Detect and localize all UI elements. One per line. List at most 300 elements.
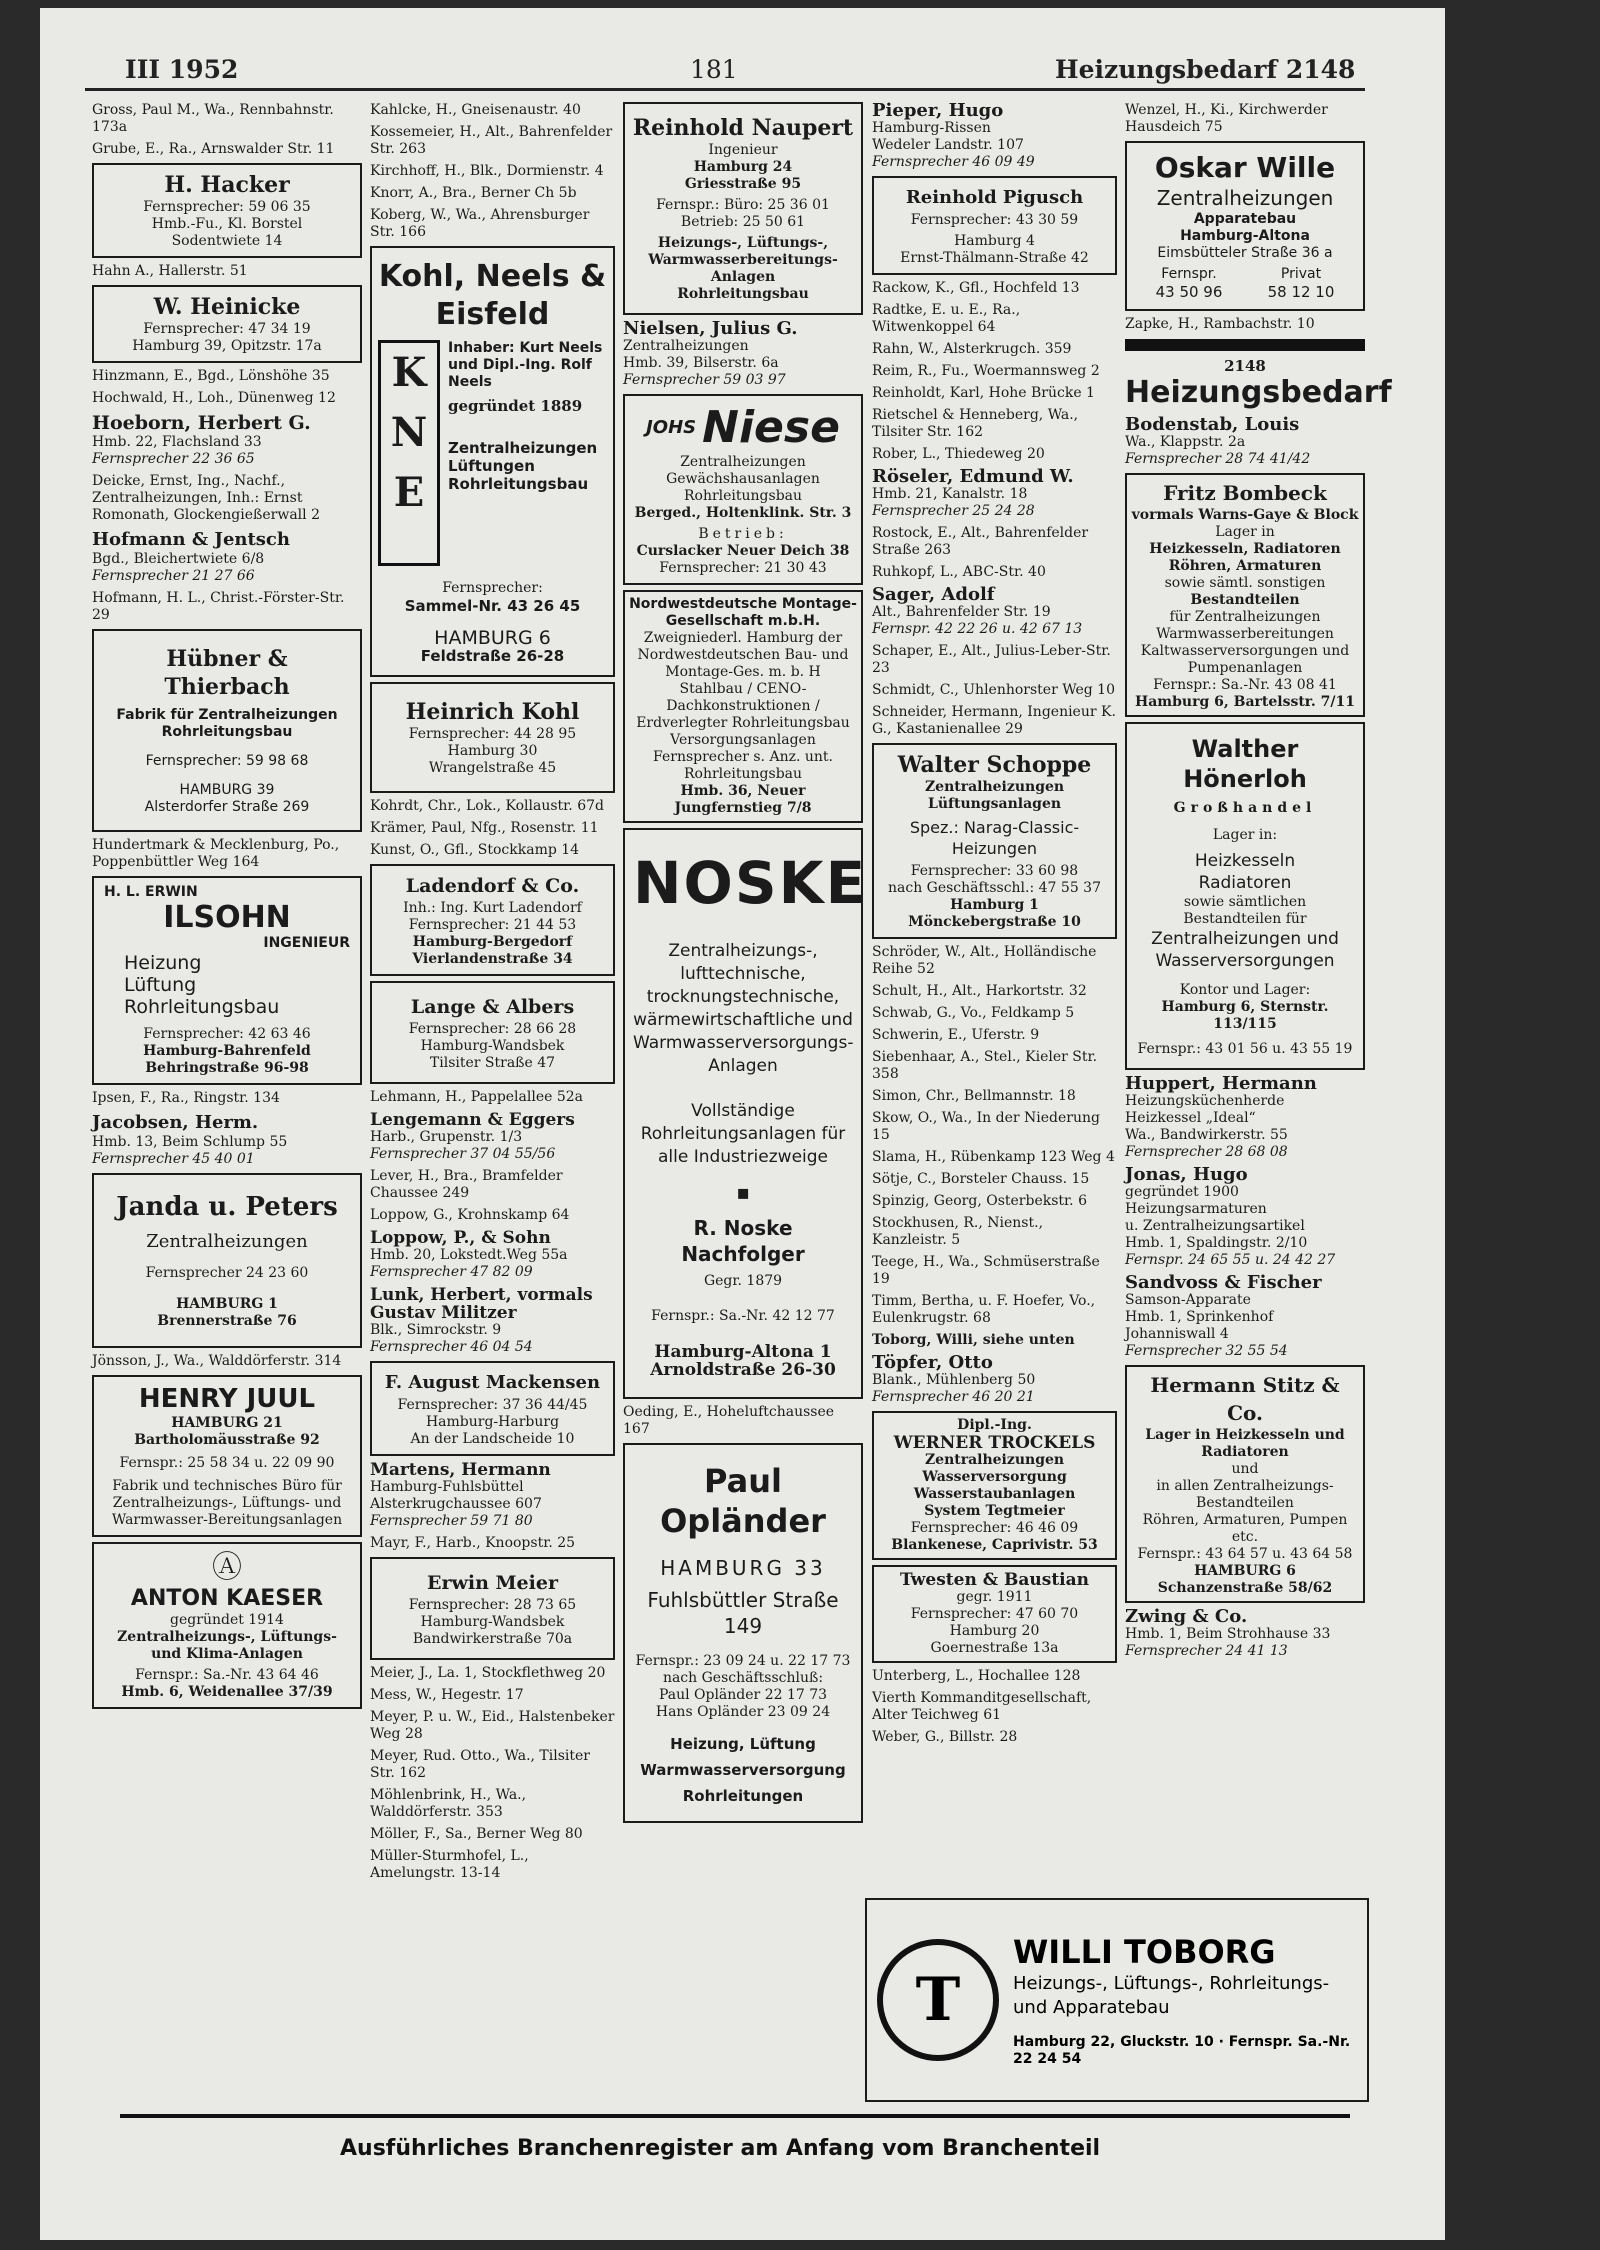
list-item: Siebenhaar, A., Stel., Kieler Str. 358 xyxy=(872,1049,1098,1082)
list-item xyxy=(1125,1274,1365,1360)
ad-title: Paul Opländer xyxy=(660,1462,826,1540)
ad-heinicke xyxy=(92,285,362,363)
ad-city: Hamburg-Altona 1 xyxy=(654,1342,832,1362)
ad-city: Hamburg 4 xyxy=(954,233,1035,249)
ad-city: Hamburg 20 xyxy=(949,1623,1040,1639)
ad-line: sowie sämtlichen Bestandteilen für xyxy=(1183,894,1307,927)
footer-rule xyxy=(120,2114,1350,2118)
ad-title: Kohl, Neels & Eisfeld xyxy=(378,259,607,332)
phone-row xyxy=(1133,266,1357,301)
list-item xyxy=(370,1111,615,1163)
phone-label: Fernspr. xyxy=(1161,266,1217,282)
ad-title: Reinhold Pigusch xyxy=(905,187,1084,208)
entry-address: Hmb. 20, Lokstedt.Weg 55a xyxy=(370,1247,568,1263)
list-item xyxy=(872,102,1117,171)
ad-phone: Fernsprecher: 42 63 46 xyxy=(143,1026,311,1042)
list-item: Schröder, W., Alt., Holländische Reihe 52 xyxy=(872,944,1097,977)
bullet-icon: ▪ xyxy=(736,1180,750,1204)
ad-line: Röhren, Armaturen xyxy=(1168,558,1322,574)
phone-private xyxy=(1268,266,1335,301)
entry-phone: Fernsprecher 46 09 49 xyxy=(872,154,1035,170)
list-item: Möller, F., Sa., Berner Weg 80 xyxy=(370,1826,583,1842)
ad-oplaender xyxy=(623,1443,863,1823)
list-item xyxy=(872,468,1117,520)
entry-name: Huppert, Hermann xyxy=(1125,1073,1317,1094)
ad-address: Curslacker Neuer Deich 38 xyxy=(636,543,850,559)
ad-city: Hamburg-Harburg xyxy=(425,1414,560,1430)
column-2 xyxy=(370,102,615,1887)
list-item: Kohrdt, Chr., Lok., Kollaustr. 67d xyxy=(370,798,604,814)
ad-naupert xyxy=(623,102,863,315)
section-heading xyxy=(1125,357,1392,411)
ad-phone: Fernsprecher 24 23 60 xyxy=(145,1265,309,1281)
list-item: Grube, E., Ra., Arnswalder Str. 11 xyxy=(92,141,335,157)
ad-address: Bartholomäusstraße 92 xyxy=(134,1432,320,1448)
list-item: Koberg, W., Wa., Ahrensburger Str. 166 xyxy=(370,207,590,240)
entry-address: Hmb. 21, Kanalstr. 18 xyxy=(872,486,1028,502)
ad-kohl-neels xyxy=(370,246,615,677)
ad-line: Zweigniederl. Hamburg der Nordwestdeutschen Bau- und Montage-Ges. m. b. H xyxy=(637,630,849,680)
entry-line: Zentralheizungen xyxy=(623,338,749,354)
ad-address: Hmb. 6, Weidenallee 37/39 xyxy=(121,1684,333,1700)
list-item: Rober, L., Thiedeweg 20 xyxy=(872,446,1045,462)
ad-hacker xyxy=(92,163,362,258)
ad-line: Großhandel xyxy=(1173,800,1317,816)
entry-phone: Fernsprecher 22 36 65 xyxy=(92,451,255,467)
entry-address: Hmb. 1, Beim Strohhause 33 xyxy=(1125,1626,1331,1642)
entry-name: Martens, Hermann xyxy=(370,1460,551,1480)
ad-line: Zentralheizungen xyxy=(924,779,1065,795)
ad-address: Eimsbütteler Straße 36 a xyxy=(1157,245,1333,261)
ad-line: Betrieb: xyxy=(698,526,788,542)
phone-number: 43 50 96 xyxy=(1155,283,1223,301)
ad-title: Hermann Stitz & Co. xyxy=(1150,1373,1340,1425)
list-item: Zapke, H., Rambachstr. 10 xyxy=(1125,316,1315,332)
list-item: Vierth Kommanditgesellschaft, Alter Teichweg 61 xyxy=(872,1690,1092,1723)
list-item: Simon, Chr., Bellmannstr. 18 xyxy=(872,1088,1076,1104)
ad-address: Hamburg 6, Sternstr. 113/115 xyxy=(1161,999,1329,1032)
ad-line: Heizungs-, Lüftungs-, Warmwasserbereitungs-Anlagen xyxy=(648,235,838,285)
directory-page xyxy=(40,8,1445,2240)
list-item: Hahn A., Hallerstr. 51 xyxy=(92,263,248,279)
ad-phone: Fernsprecher: 59 98 68 xyxy=(145,753,309,769)
ad-bombeck xyxy=(1125,473,1365,717)
entry-name: Sandvoss & Fischer xyxy=(1125,1272,1322,1293)
entry-address: Hmb. 13, Beim Schlump 55 xyxy=(92,1134,288,1150)
entry-phone: Fernsprecher 37 04 55/56 xyxy=(370,1146,556,1162)
list-item: Weber, G., Billstr. 28 xyxy=(872,1729,1018,1745)
list-item: Hundertmark & Mecklenburg, Po., Poppenbüttler Weg 164 xyxy=(92,837,340,870)
header-rule xyxy=(85,88,1365,91)
entry-address: Hmb. 1, Sprinkenhof Johanniswall 4 xyxy=(1125,1309,1274,1342)
list-item: Teege, H., Wa., Schmüserstraße 19 xyxy=(872,1254,1100,1287)
ad-title: ANTON KAESER xyxy=(130,1586,324,1611)
header-left: III 1952 xyxy=(125,55,239,84)
ad-title: WERNER TROCKELS xyxy=(893,1433,1096,1453)
ad-title: Erwin Meier xyxy=(427,1572,558,1594)
entry-name: Röseler, Edmund W. xyxy=(872,466,1074,487)
list-item: Ipsen, F., Ra., Ringstr. 134 xyxy=(92,1090,280,1106)
ad-line: Fabrik für Zentralheizungen xyxy=(116,707,338,723)
ad-address: Tilsiter Straße 47 xyxy=(429,1055,556,1071)
ad-line: Spez.: Narag-Classic-Heizungen xyxy=(909,818,1080,858)
entry-city: Hamburg-Rissen xyxy=(872,120,991,136)
ad-phone: Fernsprecher: 44 28 95 xyxy=(408,726,577,742)
ad-title: H. Hacker xyxy=(164,172,290,198)
ad-phone: Fernsprecher: 47 34 19 xyxy=(143,321,311,337)
ad-address: Hamburg 22, Gluckstr. 10 · Fernspr. Sa.-Nr. 22 24 54 xyxy=(1013,2034,1351,2067)
ad-title: Reinhold Naupert xyxy=(632,115,854,141)
ad-address: Berged., Holtenklink. Str. 3 xyxy=(634,505,852,521)
ad-janda xyxy=(92,1173,362,1348)
ad-phone: Fernspr.: Sa.-Nr. 43 64 46 xyxy=(135,1667,319,1683)
ad-line: Zentralheizungen xyxy=(448,439,598,457)
ad-title: Twesten & Baustian xyxy=(899,1570,1090,1590)
ad-phone: Fernsprecher: 28 66 28 xyxy=(408,1021,577,1037)
list-item: Reim, R., Fu., Woermannsweg 2 xyxy=(872,363,1100,379)
ad-line: und xyxy=(1231,1461,1259,1477)
ad-line: Wasserversorgung xyxy=(922,1469,1067,1485)
ad-line: Lüftungsanlagen xyxy=(927,796,1062,812)
list-item: Schult, H., Alt., Harkortstr. 32 xyxy=(872,983,1087,999)
ad-line: Lüftung xyxy=(124,974,197,996)
phone-office xyxy=(1156,266,1223,301)
ad-title: W. Heinicke xyxy=(153,294,301,320)
ad-line: Stahlbau / CENO-Dachkonstruktionen / Erdverlegter Rohrleitungsbau Versorgungsanlagen xyxy=(636,681,850,748)
ad-phone: Fernsprecher: 33 60 98 xyxy=(910,863,1079,879)
ad-line: vormals Warns-Gaye & Block xyxy=(1131,507,1359,523)
ad-line: Wasserstaubanlagen xyxy=(913,1486,1076,1502)
ad-address: An der Landscheide 10 xyxy=(410,1431,575,1447)
ad-lange-albers xyxy=(370,981,615,1084)
ad-address: Hmb. 36, Neuer Jungfernstieg 7/8 xyxy=(674,783,812,816)
page-number: 181 xyxy=(690,55,738,84)
ad-noske xyxy=(623,828,868,1399)
list-item xyxy=(370,1229,615,1281)
ad-line: Inh.: Ing. Kurt Ladendorf xyxy=(403,900,582,916)
list-item: Gross, Paul M., Wa., Rennbahnstr. 173a xyxy=(92,102,334,135)
list-item: Mayr, F., Harb., Knoopstr. 25 xyxy=(370,1535,576,1551)
ad-line: Zentralheizungen xyxy=(680,454,806,470)
ad-title: Nordwestdeutsche Montage-Gesellschaft m.b.H. xyxy=(629,596,857,629)
entry-phone: Fernsprecher 45 40 01 xyxy=(92,1151,255,1167)
ad-line: Heizkesseln, Radiatoren xyxy=(1149,541,1341,557)
ad-phone: Sammel-Nr. 43 26 45 xyxy=(404,597,581,615)
entry-address: Hmb. 1, Spaldingstr. 2/10 xyxy=(1125,1235,1308,1251)
ad-line: gegr. 1911 xyxy=(956,1589,1033,1605)
list-item: Hinzmann, E., Bgd., Lönshöhe 35 xyxy=(92,368,330,384)
entry-phone: Fernsprecher 46 20 21 xyxy=(872,1389,1035,1405)
entry-name: Hoeborn, Herbert G. xyxy=(92,412,311,434)
ad-line: Lüftungen xyxy=(448,457,535,475)
list-item xyxy=(1125,416,1365,468)
ad-line: Dipl.-Ing. xyxy=(957,1417,1032,1433)
ad-address: Griesstraße 95 xyxy=(684,176,802,192)
ad-toborg xyxy=(865,1898,1369,2102)
entry-name: Sager, Adolf xyxy=(872,584,995,605)
ad-phone: Paul Opländer 22 17 73 xyxy=(658,1687,828,1703)
entry-name: Hofmann & Jentsch xyxy=(92,529,290,550)
phone-number: 58 12 10 xyxy=(1267,283,1335,301)
ad-ladendorf xyxy=(370,864,615,976)
entry-name: Nielsen, Julius G. xyxy=(623,318,798,339)
ad-city: Hamburg-Wandsbek xyxy=(420,1614,565,1630)
ad-address: Hamburg 39, Opitzstr. 17a xyxy=(132,338,322,354)
ad-wille xyxy=(1125,141,1365,311)
ad-line: gegründet 1889 xyxy=(448,397,583,415)
entry-address: Bgd., Bleichertwiete 6/8 xyxy=(92,551,265,567)
ad-title-row xyxy=(631,402,855,454)
list-item: Kunst, O., Gfl., Stockkamp 14 xyxy=(370,842,580,858)
ad-line: Gewächshausanlagen xyxy=(666,471,820,487)
ad-line: sowie sämtl. sonstigen xyxy=(1164,575,1326,591)
ad-line: Zentralheizungs-, lufttechnische, trocknungstechnische, wärmewirtschaftliche und Warmwasserversorgungs-Anlagen xyxy=(633,941,854,1076)
ad-line: Rohrleitungsbau xyxy=(448,475,589,493)
list-item xyxy=(1125,1608,1365,1660)
column-1 xyxy=(92,102,362,1714)
ad-line: gegründet 1914 xyxy=(170,1612,284,1628)
list-item xyxy=(92,1112,362,1168)
ad-mackensen xyxy=(370,1361,615,1456)
list-item: Deicke, Ernst, Ing., Nachf., Zentralheizungen, Inh.: Ernst Romonath, Glockengießerwall 2 xyxy=(92,473,320,523)
ad-address: Brennerstraße 76 xyxy=(157,1313,297,1329)
list-item: Sötje, C., Borsteler Chauss. 15 xyxy=(872,1171,1090,1187)
ad-trockels xyxy=(872,1411,1117,1560)
ad-address: Feldstraße 26-28 xyxy=(420,647,565,665)
ad-title: Fritz Bombeck xyxy=(1163,481,1327,505)
ad-address: Hamburg 6, Bartelsstr. 7/11 xyxy=(1135,694,1355,710)
ad-line: R. Noske Nachfolger xyxy=(681,1216,805,1266)
ad-line: JOHS xyxy=(646,417,697,438)
ad-address: Bandwirkerstraße 70a xyxy=(412,1631,573,1647)
ad-phone: Fernspr.: Sa.-Nr. 43 08 41 xyxy=(1153,677,1337,693)
entry-address: Alsterkrugchaussee 607 xyxy=(370,1496,542,1512)
ad-city: Hamburg 24 xyxy=(693,159,793,175)
list-item: Spinzig, Georg, Osterbekstr. 6 xyxy=(872,1193,1087,1209)
ad-line: Rohrleitungen xyxy=(682,1787,804,1805)
ad-niese xyxy=(623,394,863,585)
ad-twesten xyxy=(872,1565,1117,1663)
list-item: Stockhusen, R., Nienst., Kanzleistr. 5 xyxy=(872,1215,1044,1248)
ad-line: System Tegtmeier xyxy=(924,1503,1065,1519)
ad-text xyxy=(1013,1932,1357,2068)
list-item: Schneider, Hermann, Ingenieur K. G., Kastanienallee 29 xyxy=(872,704,1116,737)
list-item xyxy=(1125,1166,1365,1269)
ad-address: Vierlandenstraße 34 xyxy=(412,951,573,967)
list-item: Schwab, G., Vo., Feldkamp 5 xyxy=(872,1005,1075,1021)
ad-phone: Fernspr.: Büro: 25 36 01 xyxy=(656,197,830,213)
ad-line: Radiatoren xyxy=(1198,873,1292,893)
ad-city: Hamburg-Bergedorf xyxy=(412,934,573,950)
list-item: Kahlcke, H., Gneisenaustr. 40 xyxy=(370,102,581,118)
list-item: Meyer, Rud. Otto., Wa., Tilsiter Str. 162 xyxy=(370,1748,590,1781)
list-item: Möhlenbrink, H., Wa., Walddörferstr. 353 xyxy=(370,1787,527,1820)
ad-line: INGENIEUR xyxy=(263,935,350,951)
ad-phone: Fernsprecher: 47 60 70 xyxy=(910,1606,1079,1622)
entry-name: Jacobsen, Herm. xyxy=(92,1112,259,1133)
list-item xyxy=(92,529,362,585)
ad-title: ILSOHN xyxy=(163,900,291,935)
ad-title: Oskar Wille xyxy=(1154,151,1336,184)
ad-city: HAMBURG 6 xyxy=(1194,1563,1296,1579)
list-item: Unterberg, L., Hochallee 128 xyxy=(872,1668,1081,1684)
ad-phone: Fernspr.: 25 58 34 u. 22 09 90 xyxy=(119,1455,335,1471)
list-item: Knorr, A., Bra., Berner Ch 5b xyxy=(370,185,577,201)
ad-title: Heinrich Kohl xyxy=(405,699,580,725)
entry-city: Hamburg-Fuhlsbüttel xyxy=(370,1479,524,1495)
ad-line: Zentralheizungen xyxy=(924,1452,1065,1468)
list-item: Schaper, E., Alt., Julius-Leber-Str. 23 xyxy=(872,643,1111,676)
ad-city: Hamburg-Altona xyxy=(1180,228,1310,244)
ad-title: Lange & Albers xyxy=(410,996,575,1018)
list-item: Meyer, P. u. W., Eid., Halstenbeker Weg 28 xyxy=(370,1709,615,1742)
ad-line: Heizkesseln xyxy=(1194,851,1296,871)
ad-phone: Fernspr.: 43 01 56 u. 43 55 19 xyxy=(1137,1041,1353,1057)
list-item: Rostock, E., Alt., Bahrenfelder Straße 263 xyxy=(872,525,1089,558)
ad-phone: Fernspr.: 43 64 57 u. 43 64 58 xyxy=(1137,1546,1353,1562)
entry-name: Lengemann & Eggers xyxy=(370,1110,575,1130)
ad-heinrich-kohl xyxy=(370,682,615,793)
ad-line: Zentralheizungen xyxy=(1156,186,1334,210)
ad-title: F. August Mackensen xyxy=(384,1372,601,1393)
entry-phone: Fernsprecher 21 27 66 xyxy=(92,568,255,584)
ad-line: Warmwasserversorgung xyxy=(640,1761,846,1779)
entry-address: Blk., Simrockstr. 9 xyxy=(370,1322,502,1338)
entry-name: Jonas, Hugo xyxy=(1125,1164,1248,1185)
ad-line: Lager in: xyxy=(1212,827,1278,843)
ad-schoppe xyxy=(872,743,1117,939)
ad-title: Niese xyxy=(702,402,840,453)
ad-line: Rohrleitungsbau xyxy=(677,286,809,302)
list-item: Slama, H., Rübenkamp 123 Weg 4 xyxy=(872,1149,1115,1165)
ad-hoenerloh xyxy=(1125,722,1365,1070)
ad-huebner xyxy=(92,629,362,832)
ad-juul xyxy=(92,1375,362,1537)
list-item: Oeding, E., Hoheluftchaussee 167 xyxy=(623,1404,835,1437)
entry-address: Wedeler Landstr. 107 xyxy=(872,137,1024,153)
list-item: Ruhkopf, L., ABC-Str. 40 xyxy=(872,564,1046,580)
entry-line: Heizungsküchenherde xyxy=(1125,1093,1285,1109)
ad-city: HAMBURG 6 xyxy=(434,627,551,649)
list-item: Meier, J., La. 1, Stockflethweg 20 xyxy=(370,1665,606,1681)
ad-line: Kontor und Lager: xyxy=(1179,982,1311,998)
ad-city: Hamburg 1 xyxy=(950,897,1039,913)
ad-address: Arnoldstraße 26-30 xyxy=(650,1360,836,1380)
entry-phone: Fernspr. 42 22 26 u. 42 67 13 xyxy=(872,621,1083,637)
section-number: 2148 xyxy=(1224,357,1266,375)
toborg-logo-icon: T xyxy=(877,1939,999,2061)
list-item xyxy=(872,586,1117,638)
ad-line: Gegr. 1879 xyxy=(703,1273,783,1289)
list-item: Rahn, W., Alsterkrugch. 359 xyxy=(872,341,1072,357)
list-item xyxy=(370,1286,615,1356)
ad-title: Walther Hönerloh xyxy=(1183,735,1307,793)
ad-line: für Zentralheizungen Warmwasserbereitungen Kaltwasserversorgungen und Pumpenanlagen xyxy=(1140,609,1350,676)
ad-line: Röhren, Armaturen, Pumpen etc. xyxy=(1142,1512,1348,1545)
ad-phone: Fernsprecher: 37 36 44/45 xyxy=(397,1397,588,1413)
ad-phone: Fernsprecher: 43 30 59 xyxy=(910,212,1079,228)
entry-phone: Fernsprecher 32 55 54 xyxy=(1125,1343,1288,1359)
ad-line: Zentralheizungs-, Lüftungs- und Klima-Anlagen xyxy=(117,1629,337,1662)
entry-phone: Fernsprecher 46 04 54 xyxy=(370,1339,533,1355)
ad-address: Blankenese, Caprivistr. 53 xyxy=(891,1537,1098,1553)
entry-address: Blank., Mühlenberg 50 xyxy=(872,1372,1036,1388)
ad-text xyxy=(448,340,607,566)
ad-line: Rohrleitungsbau xyxy=(683,488,803,504)
ad-ilsohn xyxy=(92,876,362,1085)
column-3 xyxy=(623,102,868,1828)
ad-city: Hamburg-Wandsbek xyxy=(420,1038,565,1054)
list-item: Lever, H., Bra., Bramfelder Chaussee 249 xyxy=(370,1168,563,1201)
ad-phone: Fernspr.: 23 09 24 u. 22 17 73 xyxy=(635,1653,851,1669)
ad-erwin-meier xyxy=(370,1557,615,1660)
list-item: Rackow, K., Gfl., Hochfeld 13 xyxy=(872,280,1080,296)
list-item: Müller-Sturmhofel, L., Amelungstr. 13-14 xyxy=(370,1848,529,1881)
entry-address: Hmb. 39, Bilserstr. 6a xyxy=(623,355,779,371)
entry-address: Harb., Grupenstr. 1/3 xyxy=(370,1129,523,1145)
list-item: Kirchhoff, H., Blk., Dormienstr. 4 xyxy=(370,163,604,179)
entry-phone: Fernspr. 24 65 55 u. 24 42 27 xyxy=(1125,1252,1336,1268)
ad-line: Vollständige Rohrleitungsanlagen für alle Industriezweige xyxy=(640,1101,846,1167)
ad-line: Heizung xyxy=(124,952,202,974)
ad-address: Behringstraße 96-98 xyxy=(145,1060,309,1076)
list-item xyxy=(370,1461,615,1530)
column-5 xyxy=(1125,102,1392,1665)
ad-line: Hmb.-Fu., Kl. Borstel xyxy=(151,216,303,232)
entry-line: Heizungsarmaturen xyxy=(1125,1201,1267,1217)
phone-label: Privat xyxy=(1280,266,1322,282)
ad-address: Schanzenstraße 58/62 xyxy=(1157,1580,1333,1596)
ad-line: Zentralheizungen und Wasserversorgungen xyxy=(1151,929,1339,971)
list-item: Rietschel & Henneberg, Wa., Tilsiter Str. 162 xyxy=(872,407,1079,440)
entry-line: gegründet 1900 xyxy=(1125,1184,1239,1200)
ad-title: Janda u. Peters xyxy=(116,1192,338,1222)
list-item: Skow, O., Wa., In der Niederung 15 xyxy=(872,1110,1100,1143)
ad-city: Hamburg-Bahrenfeld xyxy=(143,1043,311,1059)
entry-name: Lunk, Herbert, vormals Gustav Militzer xyxy=(370,1285,593,1323)
ad-line: nach Geschäftsschluß: xyxy=(662,1670,824,1686)
ad-kaeser xyxy=(92,1542,362,1709)
header-right: Heizungsbedarf 2148 xyxy=(1055,55,1356,84)
list-item: Wenzel, H., Ki., Kirchwerder Hausdeich 75 xyxy=(1125,102,1328,135)
ad-title: WILLI TOBORG xyxy=(1013,1933,1276,1971)
list-item: Timm, Bertha, u. F. Hoefer, Vo., Eulenkrugstr. 68 xyxy=(872,1293,1096,1326)
entry-line: Heizkessel „Ideal“ xyxy=(1125,1110,1256,1126)
ad-line: Sodentwiete 14 xyxy=(171,233,283,249)
entry-line: u. Zentralheizungsartikel xyxy=(1125,1218,1305,1234)
entry-phone: Fernsprecher 24 41 13 xyxy=(1125,1643,1288,1659)
ad-line: Ingenieur xyxy=(708,142,778,158)
kaeser-logo-icon: Ⓐ xyxy=(212,1550,242,1585)
entry-address: Wa., Klappstr. 2a xyxy=(1125,434,1246,450)
entry-phone: Fernsprecher 28 74 41/42 xyxy=(1125,451,1311,467)
entry-address: Hmb. 22, Flachsland 33 xyxy=(92,434,262,450)
ad-city: Hamburg 30 xyxy=(447,743,538,759)
list-item: Schmidt, C., Uhlenhorster Weg 10 xyxy=(872,682,1115,698)
entry-name: Zwing & Co. xyxy=(1125,1606,1248,1627)
ad-line: H. L. ERWIN xyxy=(104,884,198,900)
list-item: Loppow, G., Krohnskamp 64 xyxy=(370,1207,570,1223)
ad-line: Lager in Heizkesseln und Radiatoren xyxy=(1145,1427,1345,1460)
ad-line: Lager in xyxy=(1215,524,1275,540)
footer-note: Ausführliches Branchenregister am Anfang vom Branchenteil xyxy=(340,2136,1101,2161)
list-item: Krämer, Paul, Nfg., Rosenstr. 11 xyxy=(370,820,599,836)
entry-phone: Fernsprecher 28 68 08 xyxy=(1125,1144,1288,1160)
entry-phone: Fernsprecher 47 82 09 xyxy=(370,1264,533,1280)
ad-line: Zentralheizungen xyxy=(146,1231,308,1252)
ad-city: HAMBURG 21 xyxy=(171,1415,283,1431)
ad-nordwest xyxy=(623,590,863,823)
